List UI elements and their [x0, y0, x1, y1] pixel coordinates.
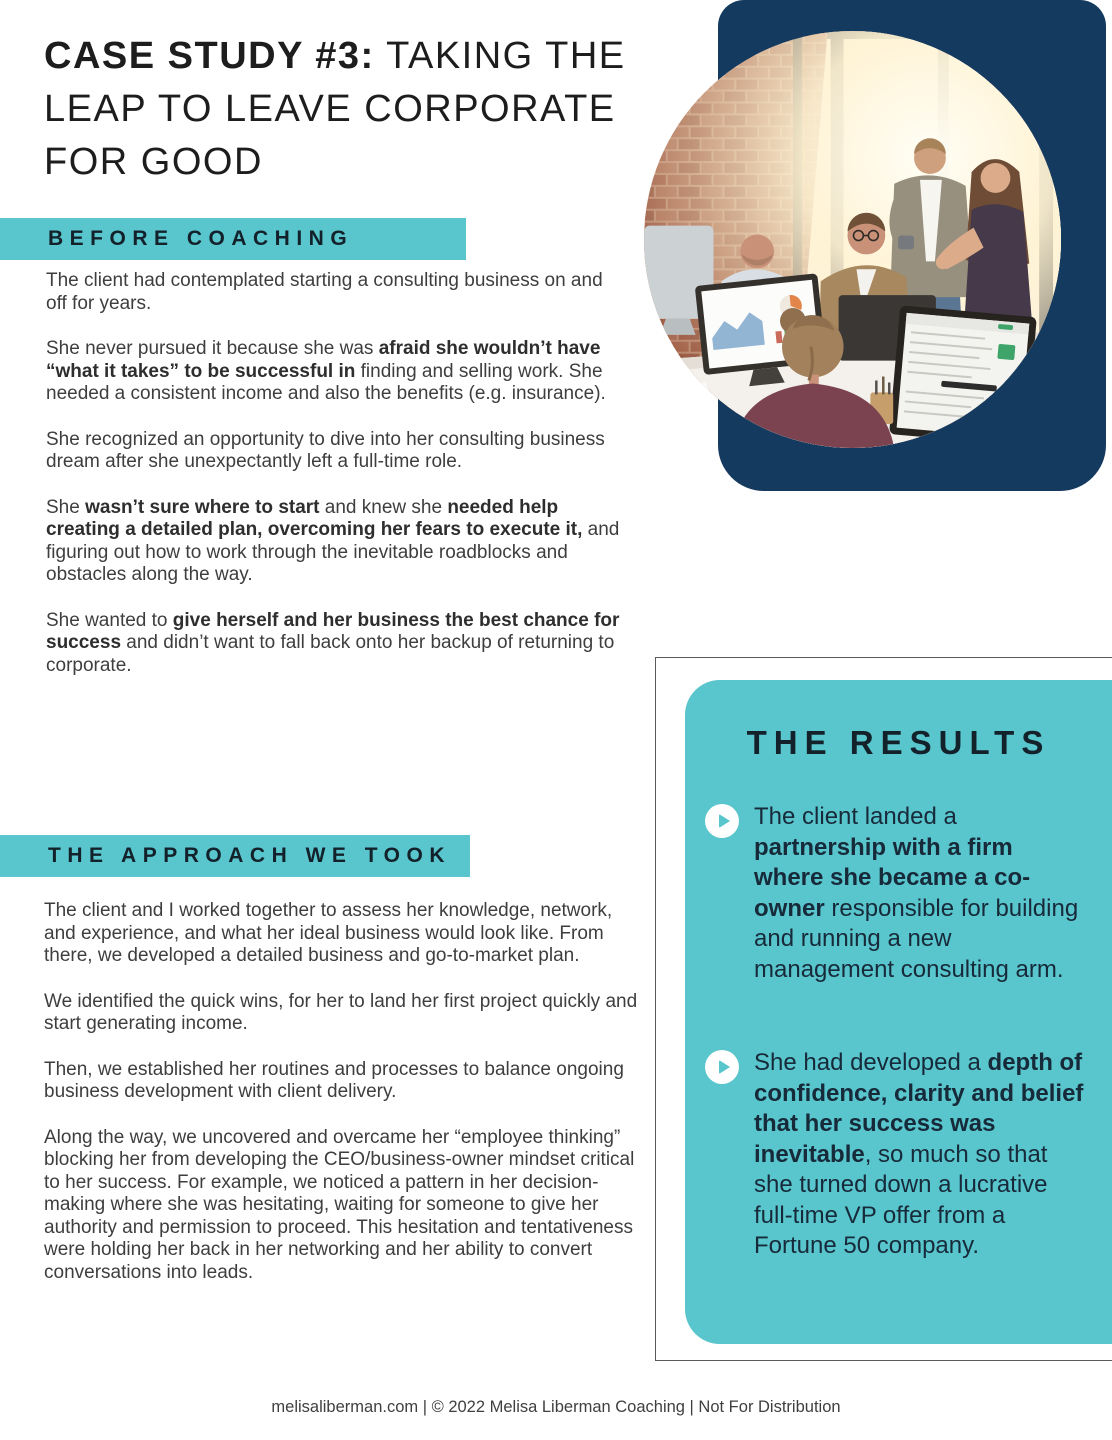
paragraph: She wanted to give herself and her business the best chance for success and didn’t want to fall back onto her backup of returning to corporate. [46, 609, 620, 676]
results-heading: THE RESULTS [746, 724, 1051, 761]
result-text: The client landed a partnership with a firm where she became a co-owner responsible for building and running a new management consulting arm. [754, 803, 1079, 983]
play-icon [705, 1050, 739, 1084]
paragraph: Along the way, we uncovered and overcame her “employee thinking” blocking her from developing the CEO/business-owner mindset critical to her success. For example, we noticed a pattern in her decision-making where she was hesitating, waiting for someone to give her authority and permission to proceed. This hesitation and tentativeness were holding her back in her networking and her ability to convert conversations into leads. [44, 1126, 635, 1283]
before-coaching-body [46, 270, 624, 700]
paragraph: She recognized an opportunity to dive into her consulting business dream after she unexpectantly left a full-time role. [46, 428, 605, 472]
approach-body [44, 900, 644, 1307]
paragraph: We identified the quick wins, for her to land her first project quickly and start generating income. [44, 990, 638, 1034]
section-heading: BEFORE COACHING [48, 227, 354, 250]
result-item [705, 802, 1084, 985]
office-team-photo [644, 31, 1061, 448]
play-icon [705, 804, 739, 838]
footer-text: melisaliberman.com | © 2022 Melisa Liberman Coaching | Not For Distribution [271, 1398, 841, 1416]
page-title: CASE STUDY #3: TAKING THE LEAP TO LEAVE CORPORATE FOR GOOD [44, 35, 626, 183]
paragraph: She wasn’t sure where to start and knew she needed help creating a detailed plan, overcoming her fears to execute it, and figuring out how to work through the inevitable roadblocks and obstacles along the way. [46, 496, 620, 585]
paragraph: Then, we established her routines and processes to balance ongoing business development with client delivery. [44, 1058, 624, 1102]
section-banner-approach [0, 835, 470, 877]
result-item [705, 1048, 1084, 1262]
paragraph: The client had contemplated starting a consulting business on and off for years. [46, 270, 603, 314]
paragraph: She never pursued it because she was afraid she wouldn’t have “what it takes” to be successful in finding and selling work. She needed a consistent income and also the benefits (e.g. insurance). [46, 338, 606, 404]
section-banner-before-coaching [0, 218, 466, 260]
section-heading: THE APPROACH WE TOOK [48, 844, 452, 867]
results-panel [685, 680, 1112, 1344]
result-text: She had developed a depth of confidence, clarity and belief that her success was inevitable, so much so that she turned down a lucrative full-time VP offer from a Fortune 50 company. [754, 1049, 1084, 1259]
paragraph: The client and I worked together to assess her knowledge, network, and experience, and what her ideal business would look like. From there, we developed a detailed business and go-to-market plan. [44, 900, 613, 966]
